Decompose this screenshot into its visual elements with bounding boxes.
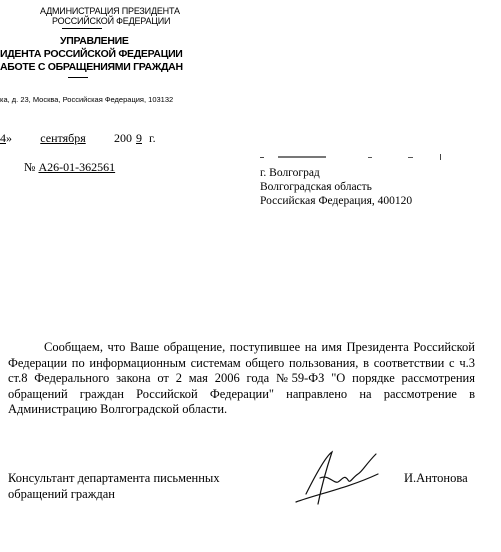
signatory-position-line1: Консультант департамента письменных	[8, 471, 220, 485]
date-month: сентября	[40, 131, 86, 145]
date-day: 4	[0, 131, 6, 145]
date-quote: »	[6, 131, 12, 145]
date-line	[0, 131, 156, 146]
date-year-suffix: г.	[149, 131, 156, 145]
recipient-region: Волгоградская область	[260, 181, 372, 193]
date-year-prefix: 200	[114, 131, 132, 145]
handwritten-signature	[288, 444, 388, 512]
recipient-country: Российская Федерация, 400120	[260, 195, 413, 207]
date-year-digit: 9	[136, 131, 142, 145]
signatory-position-line2: обращений граждан	[8, 487, 115, 501]
letterhead-divider	[62, 28, 102, 29]
signatory-name: И.Антонова	[404, 471, 468, 485]
reference-label: №	[24, 160, 36, 174]
letterhead-line1: АДМИНИСТРАЦИЯ ПРЕЗИДЕНТА	[40, 6, 180, 16]
letterhead-address: ка, д. 23, Москва, Российская Федерация, 103132	[0, 95, 174, 104]
letterhead-line3: УПРАВЛЕНИЕ	[60, 35, 129, 47]
letter-body: Сообщаем, что Ваше обращение, поступившее на имя Президента Российской Федерации по информационным системам общего пользования, в соответствии с ч.3 ст.8 Федерального закона от 2 мая 2006 года №59-ФЗ "О порядке рассмотрения обращений граждан Российской Федерации" направлено на рассмотрение в Администрацию Волгоградской области.	[8, 340, 475, 416]
recipient-obscured-line	[258, 153, 448, 161]
letterhead-line4: ИДЕНТА РОССИЙСКОЙ ФЕДЕРАЦИИ	[0, 48, 183, 60]
reference-number	[24, 160, 115, 175]
letterhead-line2: РОССИЙСКОЙ ФЕДЕРАЦИИ	[52, 16, 171, 26]
letterhead-line5: АБОТЕ С ОБРАЩЕНИЯМИ ГРАЖДАН	[0, 61, 183, 73]
letterhead-divider-short	[68, 77, 88, 78]
recipient-city: г. Волгоград	[260, 167, 320, 179]
reference-value: А26-01-362561	[38, 160, 116, 174]
